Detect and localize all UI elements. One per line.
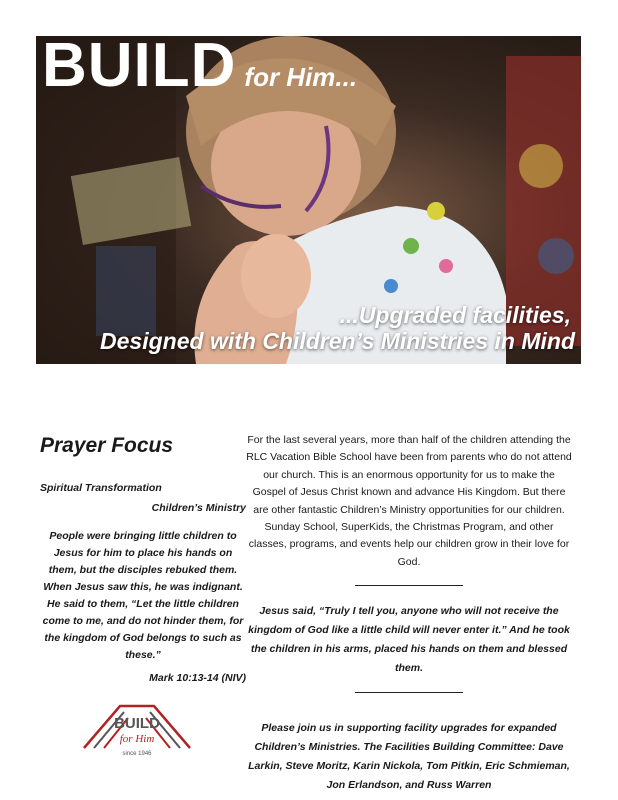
main-paragraph: For the last several years, more than half of the children attending the RLC Vacation Bible School have been from parents who do not attend our church. This is an enormous opportunity for us to make the Gospel of Jesus Christ known and advance His Kingdom. But there are other fantastic Children’s Ministry opportunities for our children. Sunday School, SuperKids, the Christmas Program, and other classes, programs, and events help our children grow in their love for God. <box>246 434 572 568</box>
main-column <box>246 432 572 795</box>
jesus-quote: Jesus said, “Truly I tell you, anyone who will not receive the kingdom of God like a little child will never enter it.” And he took the children in his arms, placed his hands on them and blessed them. <box>248 605 570 675</box>
support-appeal: Please join us in supporting facility upgrades for expanded Children’s Ministries. The Facilities Building Committee: Dave Larkin, Steve Moritz, Karin Nickola, Tom Pitkin, Eric Schmieman, Jon Erlandson, and Russ Warren <box>248 722 570 792</box>
hero-title-big: BUILD <box>42 36 237 100</box>
scripture-reference: Mark 10:13-14 (NIV) <box>149 672 246 684</box>
build-for-him-logo <box>82 700 192 760</box>
divider-2 <box>355 692 463 693</box>
prayer-focus-title: Prayer Focus <box>40 434 174 457</box>
hero-subtitle-line2: Designed with Children’s Ministries in Mind <box>100 328 575 354</box>
hero-subtitle-line1: ...Upgraded facilities, <box>339 302 571 328</box>
hero-title-small: for Him... <box>244 62 358 92</box>
hero-banner <box>36 36 581 364</box>
prayer-focus-item-2: Children’s Ministry <box>151 502 246 514</box>
logo-word: BUILD <box>114 715 160 732</box>
scripture-verse: People were bringing little children to Jesus for him to place his hands on them, but the disciples rebuked them. When Jesus saw this, he was indignant. He said to them, “Let the little children come to me, and do not hinder them, for the kingdom of God belongs to such as these.” <box>42 530 244 661</box>
prayer-focus-item-1: Spiritual Transformation <box>40 482 162 494</box>
hero-title <box>42 36 357 101</box>
prayer-focus-column <box>40 434 246 684</box>
logo-tagline: for Him <box>119 733 155 745</box>
divider-1 <box>355 585 463 586</box>
logo-mark-icon <box>82 700 192 760</box>
logo-since: since 1946 <box>122 751 152 757</box>
